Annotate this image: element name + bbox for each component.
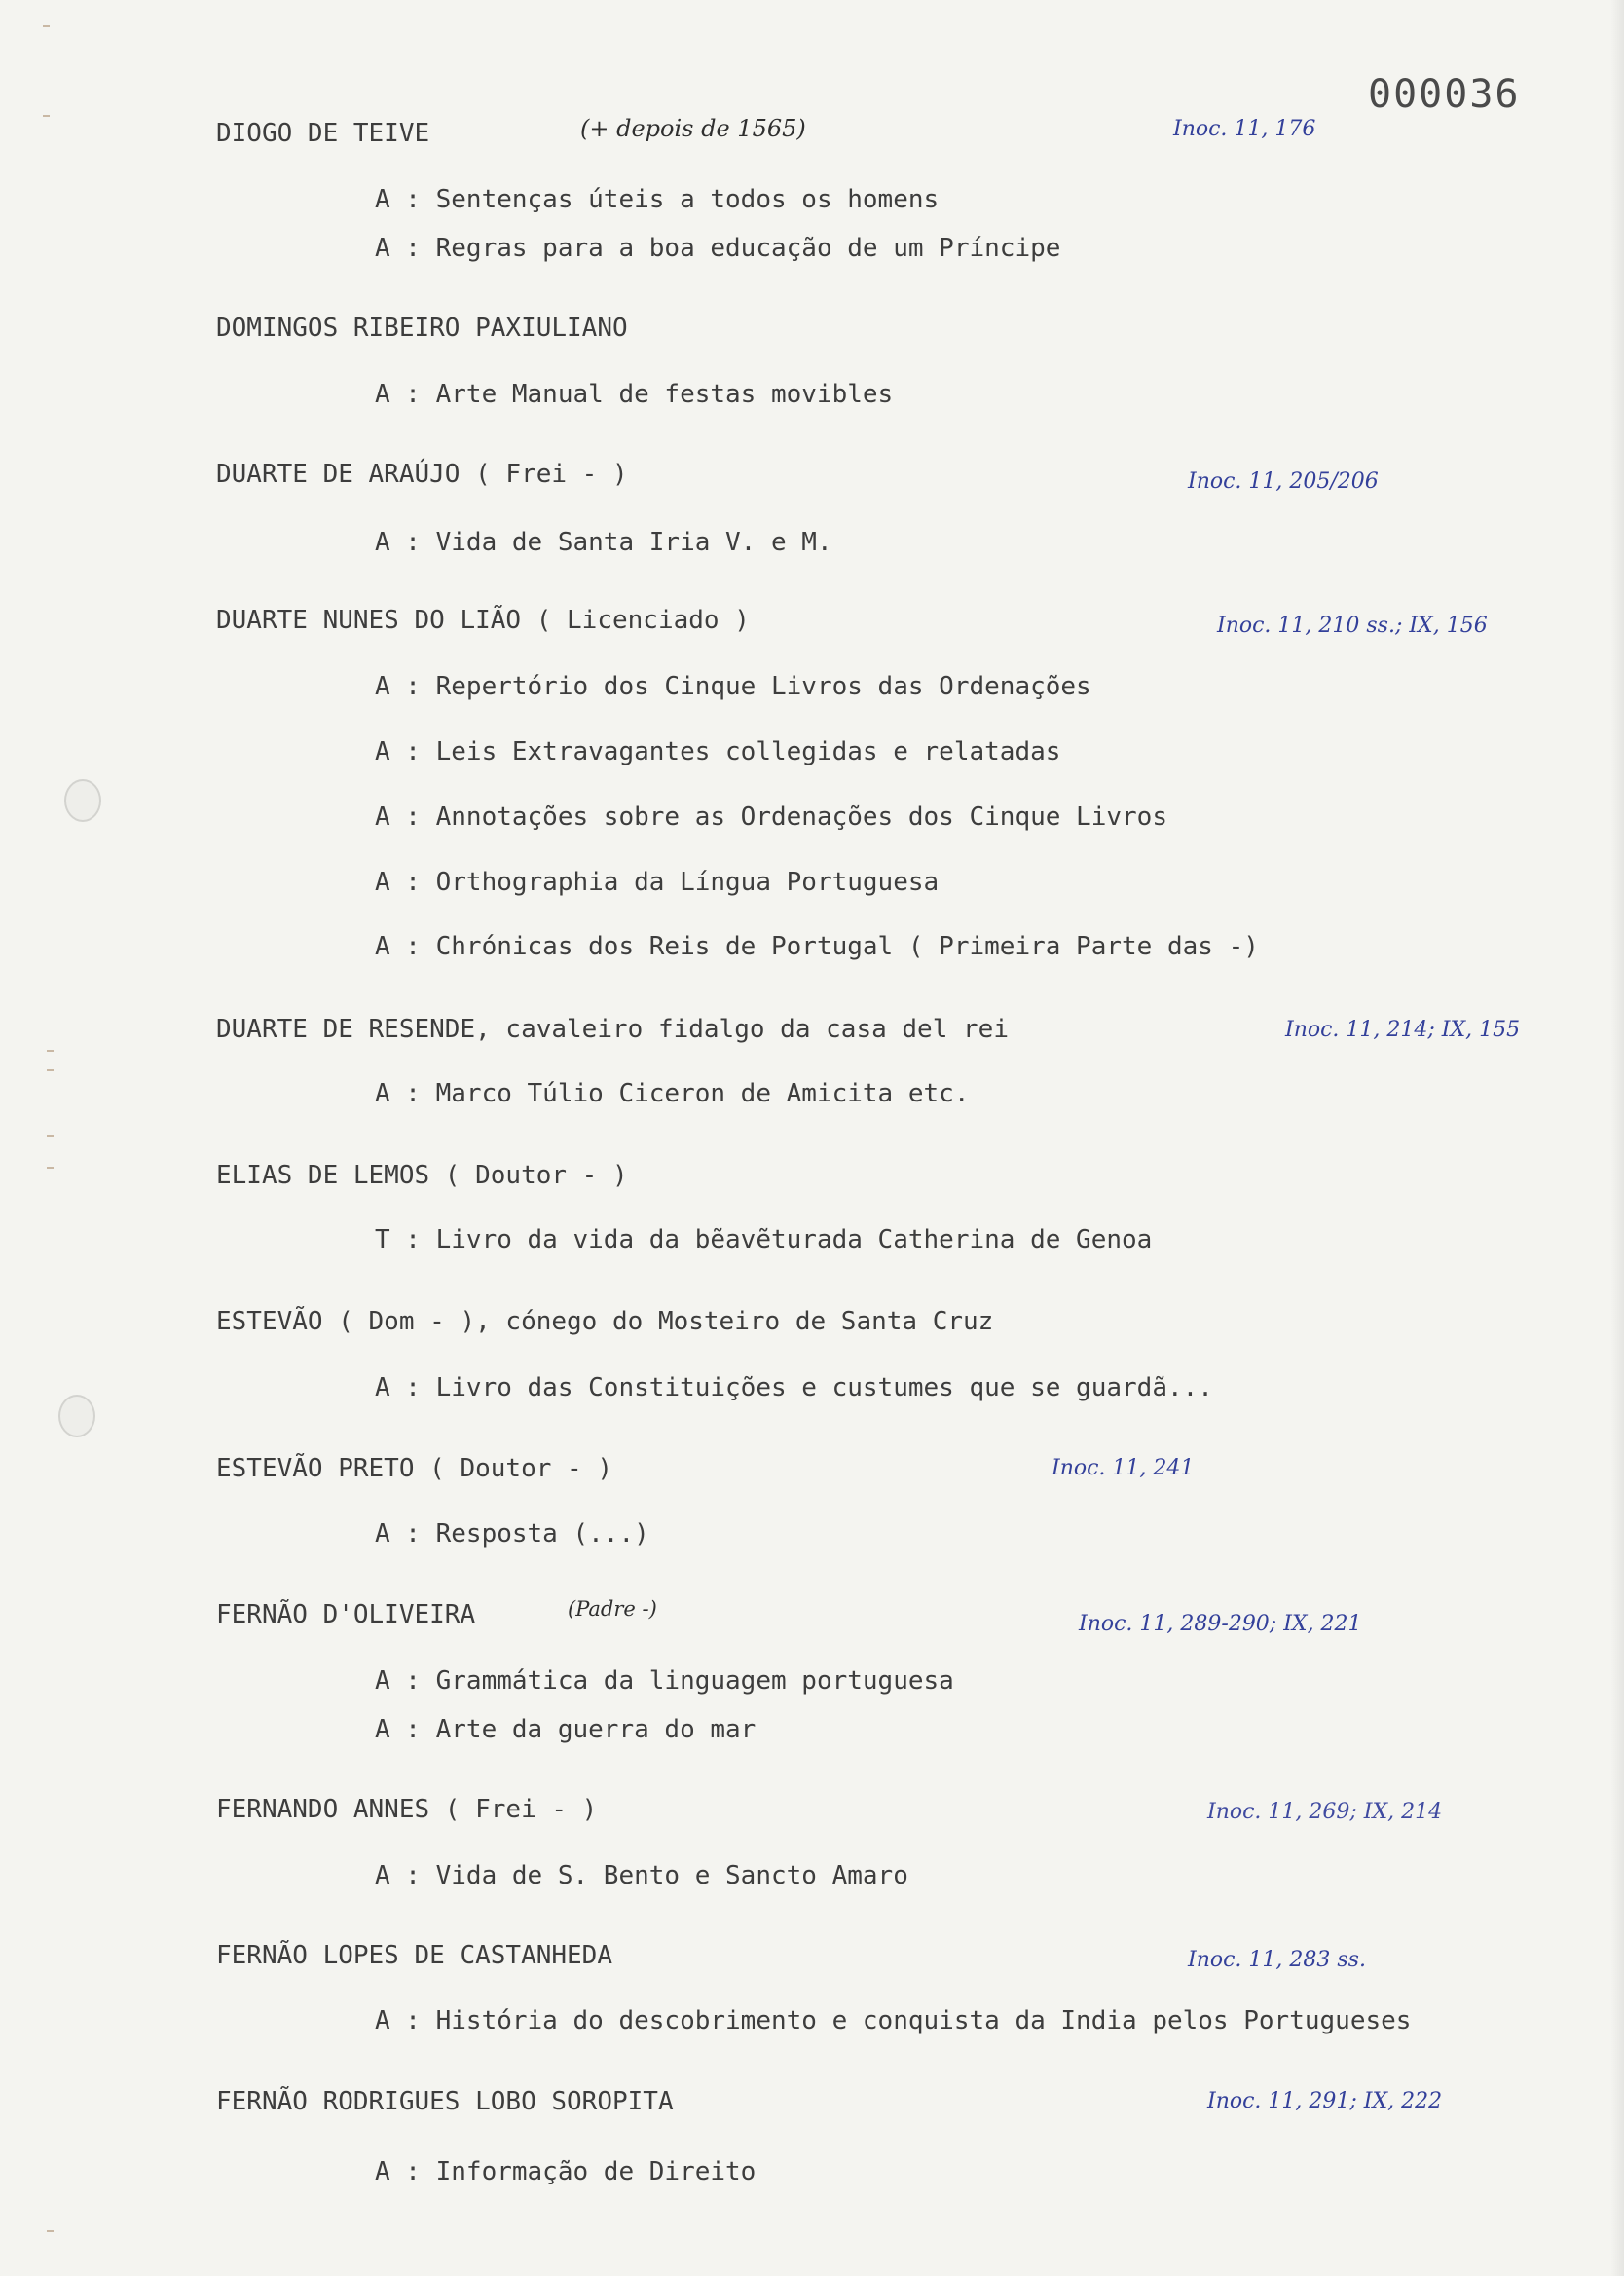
margin-mark <box>47 1135 54 1137</box>
work-title: A : Regras para a boa educação de um Príncipe <box>375 234 1061 263</box>
author-name: DIOGO DE TEIVE <box>216 119 430 148</box>
sheet-number: 000036 <box>1368 72 1521 117</box>
work-title: A : Sentenças úteis a todos os homens <box>375 185 940 214</box>
reference-note: Inoc. 11, 269; IX, 214 <box>1207 1800 1443 1824</box>
work-title: A : Repertório dos Cinque Livros das Ordenações <box>375 672 1091 701</box>
reference-note: Inoc. 11, 291; IX, 222 <box>1207 2089 1443 2113</box>
work-title: A : Marco Túlio Ciceron de Amicita etc. <box>375 1079 970 1108</box>
author-name: FERNÃO RODRIGUES LOBO SOROPITA <box>216 2087 674 2116</box>
work-title: A : Grammática da linguagem portuguesa <box>375 1666 954 1696</box>
author-name: DUARTE NUNES DO LIÃO ( Licenciado ) <box>216 606 750 635</box>
work-title: A : Livro das Constituições e custumes que se guardã... <box>375 1373 1213 1402</box>
work-title: A : Chrónicas dos Reis de Portugal ( Primeira Parte das -) <box>375 932 1259 961</box>
handwritten-note: (Padre -) <box>568 1597 657 1621</box>
author-name: FERNÃO LOPES DE CASTANHEDA <box>216 1941 612 1970</box>
margin-mark <box>47 1069 54 1071</box>
author-name: ELIAS DE LEMOS ( Doutor - ) <box>216 1161 628 1190</box>
work-title: A : Arte Manual de festas movibles <box>375 380 894 409</box>
work-title: A : Annotações sobre as Ordenações dos Cinque Livros <box>375 802 1167 832</box>
reference-note: Inoc. 11, 289-290; IX, 221 <box>1079 1612 1362 1636</box>
work-title: T : Livro da vida da bẽavẽturada Catherina de Genoa <box>375 1225 1153 1254</box>
work-title: A : Arte da guerra do mar <box>375 1715 757 1744</box>
work-title: A : Resposta (...) <box>375 1519 649 1548</box>
work-title: A : Vida de S. Bento e Sancto Amaro <box>375 1861 908 1890</box>
author-name: FERNÃO D'OLIVEIRA <box>216 1600 476 1629</box>
reference-note: Inoc. 11, 241 <box>1052 1456 1195 1480</box>
author-name: DUARTE DE ARAÚJO ( Frei - ) <box>216 460 628 489</box>
margin-mark <box>43 115 50 117</box>
punch-hole-top <box>64 779 101 822</box>
author-name: DUARTE DE RESENDE, cavaleiro fidalgo da casa del rei <box>216 1015 1009 1044</box>
work-title: A : História do descobrimento e conquista da India pelos Portugueses <box>375 2006 1412 2035</box>
margin-mark <box>47 1050 54 1052</box>
work-title: A : Orthographia da Língua Portuguesa <box>375 868 940 897</box>
punch-hole-bottom <box>58 1395 95 1437</box>
work-title: A : Informação de Direito <box>375 2157 757 2186</box>
reference-note: Inoc. 11, 214; IX, 155 <box>1285 1018 1521 1042</box>
page-edge-shadow <box>1610 0 1624 2276</box>
margin-mark <box>47 1167 54 1169</box>
reference-note: Inoc. 11, 205/206 <box>1188 469 1379 494</box>
reference-note: Inoc. 11, 176 <box>1173 117 1316 141</box>
work-title: A : Vida de Santa Iria V. e M. <box>375 528 832 557</box>
author-name: ESTEVÃO PRETO ( Doutor - ) <box>216 1454 612 1483</box>
author-name: ESTEVÃO ( Dom - ), cónego do Mosteiro de Santa Cruz <box>216 1307 994 1336</box>
reference-note: Inoc. 11, 283 ss. <box>1188 1948 1366 1972</box>
reference-note: Inoc. 11, 210 ss.; IX, 156 <box>1217 614 1488 638</box>
author-name: DOMINGOS RIBEIRO PAXIULIANO <box>216 314 628 343</box>
handwritten-note: (+ depois de 1565) <box>580 115 806 142</box>
author-name: FERNANDO ANNES ( Frei - ) <box>216 1795 598 1824</box>
margin-mark <box>43 25 50 27</box>
work-title: A : Leis Extravagantes collegidas e relatadas <box>375 737 1061 766</box>
margin-mark <box>47 2230 54 2232</box>
